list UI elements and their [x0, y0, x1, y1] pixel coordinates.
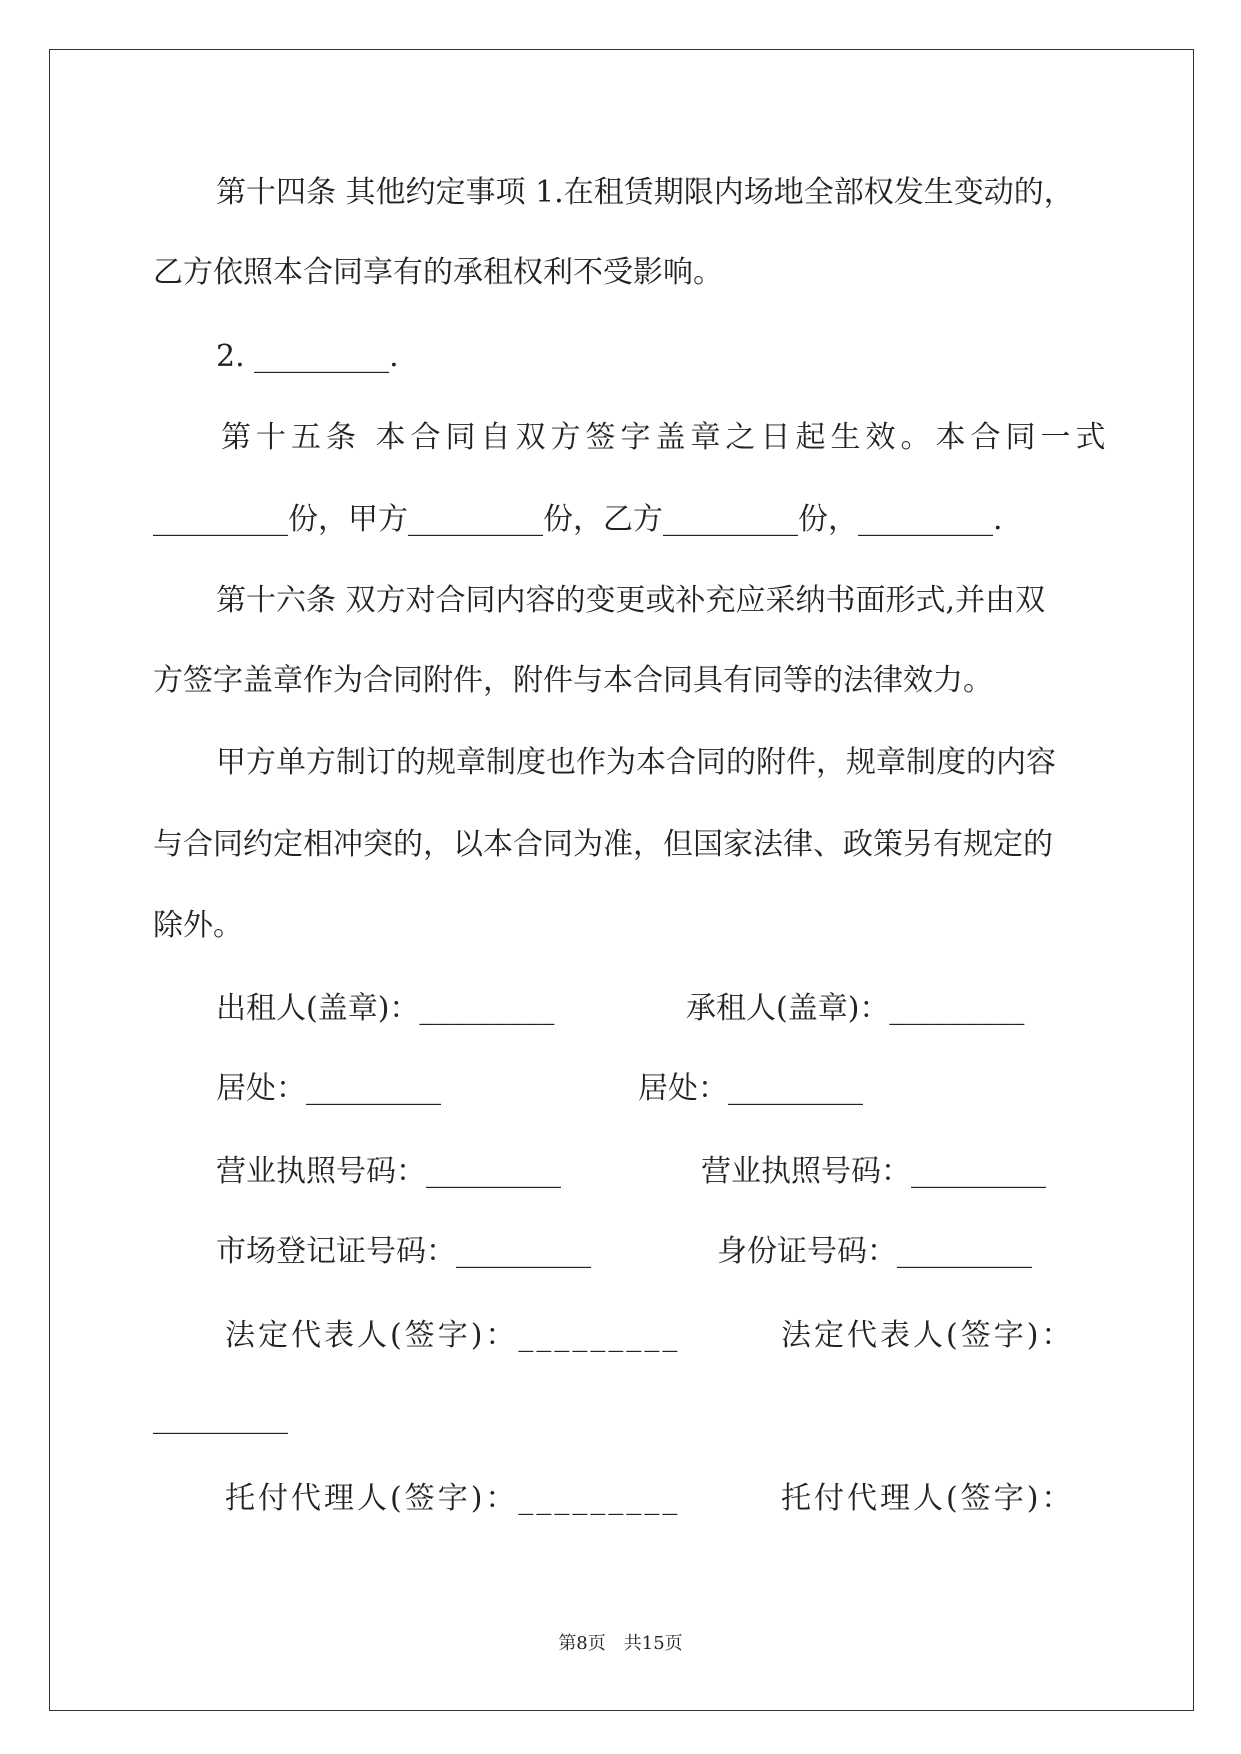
lessor-legal-rep-field: 法定代表人(签字)：_________ [225, 1318, 681, 1353]
article14-line1: 第十四条 其他约定事项 1.在租赁期限内场地全部权发生变动的， [216, 175, 1074, 210]
lessee-seal-field: 承租人(盖章)：_________ [686, 991, 1025, 1026]
lessee-legal-rep-label: 法定代表人(签字)： [781, 1318, 1075, 1353]
rules-paragraph-line2: 与合同约定相冲突的，以本合同为准，但国家法律、政策另有规定的 [153, 827, 1053, 862]
page-total: 共15页 [623, 1633, 683, 1654]
article15-line2: _________份，甲方_________份，乙方_________份，_________. [153, 502, 1003, 537]
article16-line1: 第十六条 双方对合同内容的变更或补充应采纳书面形式,并由双 [216, 583, 1046, 618]
rules-paragraph-line1: 甲方单方制订的规章制度也作为本合同的附件，规章制度的内容 [216, 745, 1056, 780]
page-number: 第8页 [558, 1633, 606, 1654]
lessee-id-field: 身份证号码：_________ [717, 1234, 1032, 1269]
page-border [49, 49, 1194, 1711]
article14-line2: 乙方依照本合同享有的承租权利不受影响。 [153, 255, 723, 290]
lessor-address-field: 居处：_________ [216, 1071, 441, 1106]
lessee-address-field: 居处：_________ [638, 1071, 863, 1106]
article14-item2: 2. _________. [216, 339, 399, 374]
lessor-agent-field: 托付代理人(签字)：_________ [225, 1481, 681, 1516]
lessee-legal-rep-blank: _________ [153, 1400, 288, 1435]
lessor-market-reg-field: 市场登记证号码：_________ [216, 1234, 591, 1269]
article16-line2: 方签字盖章作为合同附件，附件与本合同具有同等的法律效力。 [153, 663, 993, 698]
article15-line1: 第十五条 本合同自双方签字盖章之日起生效。本合同一式 [221, 420, 1111, 455]
lessee-license-field: 营业执照号码：_________ [701, 1154, 1046, 1189]
page-footer [0, 1633, 1241, 1655]
lessee-agent-label: 托付代理人(签字)： [781, 1481, 1075, 1516]
lessor-seal-field: 出租人(盖章)：_________ [216, 991, 555, 1026]
lessor-license-field: 营业执照号码：_________ [216, 1154, 561, 1189]
rules-paragraph-line3: 除外。 [153, 908, 243, 943]
